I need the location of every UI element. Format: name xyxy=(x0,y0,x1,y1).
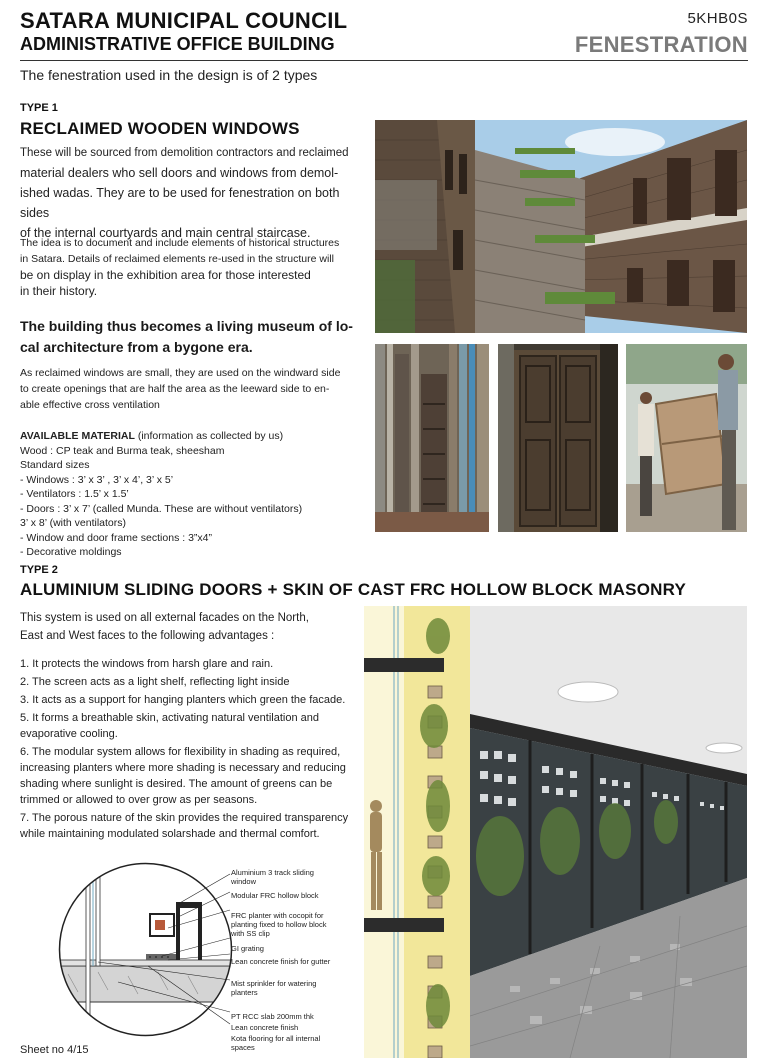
material-heading: AVAILABLE MATERIAL xyxy=(20,430,135,442)
detail-label: FRC planter with cocopit for planting fixed to hollow block with SS clip xyxy=(231,911,327,938)
text-line: be on display in the exhibition area for those interested xyxy=(20,268,311,282)
material-line: - Decorative moldings xyxy=(20,546,122,558)
window-detail-drawing xyxy=(58,862,233,1037)
text-line: material dealers who sell doors and windows from demol- xyxy=(20,166,339,180)
type1-paragraph-2 xyxy=(20,235,365,299)
material-line: - Ventilators : 1.5’ x 1.5’ xyxy=(20,488,129,500)
text-line: in Satara. Details of reclaimed elements re-used in the structure will xyxy=(20,253,334,265)
type2-title: ALUMINIUM SLIDING DOORS + SKIN OF CAST FRC HOLLOW BLOCK MASONRY xyxy=(20,580,686,599)
type1-paragraph-3 xyxy=(20,365,370,413)
list-item: 7. The porous nature of the skin provides the required transparency while maintaining modulated solarshade and thermal comfort. xyxy=(20,812,349,840)
wooden-door-photo xyxy=(498,344,618,532)
text-line: East and West faces to the following advantages : xyxy=(20,630,275,642)
detail-label: Modular FRC hollow block xyxy=(231,891,319,900)
material-heading-line xyxy=(20,429,370,444)
detail-label: Kota flooring for all internal spaces xyxy=(231,1034,321,1052)
detail-label: Aluminium 3 track sliding window xyxy=(231,868,314,886)
type1-paragraph-1 xyxy=(20,143,365,243)
material-line: - Window and door frame sections : 3”x4” xyxy=(20,531,212,544)
type1-title: RECLAIMED WOODEN WINDOWS xyxy=(20,119,300,138)
reclaimed-timber-photo xyxy=(375,344,489,532)
material-line: Standard sizes xyxy=(20,459,90,471)
project-code: 5KHB0S xyxy=(687,10,748,27)
type1-label: TYPE 1 xyxy=(20,102,58,114)
building-title: ADMINISTRATIVE OFFICE BUILDING xyxy=(20,34,335,54)
material-line: Wood : CP teak and Burma teak, sheesham xyxy=(20,444,225,457)
text-line: ished wadas. They are to be used for fenestration on both sides xyxy=(20,186,340,220)
list-item: 5. It forms a breathable skin, activating natural ventilation and evaporative cooling. xyxy=(20,712,320,740)
text-line: These will be sourced from demolition contractors and reclaimed xyxy=(20,147,349,159)
material-note: (information as collected by us) xyxy=(134,430,284,442)
sheet-title: FENESTRATION xyxy=(574,32,748,57)
sheet-number: Sheet no 4/15 xyxy=(20,1044,89,1056)
text-line: in their history. xyxy=(20,284,98,298)
workers-carrying-door-photo xyxy=(626,344,747,532)
detail-label: Lean concrete finish xyxy=(231,1023,299,1032)
project-title: SATARA MUNICIPAL COUNCIL xyxy=(20,8,348,33)
text-line: of the internal courtyards and main central staircase. xyxy=(20,226,311,240)
text-line: The building thus becomes a living museum of lo- xyxy=(20,318,353,334)
available-material xyxy=(20,429,370,560)
detail-label: GI grating xyxy=(231,944,264,953)
list-item: 6. The modular system allows for flexibility in shading as required, increasing planters where more shading is necessary and reducing shading where sunlight is desired. The amount of greens can be trimmed or allowed to over grow as per seasons. xyxy=(20,746,346,806)
text-line: cal architecture from a bygone era. xyxy=(20,339,253,355)
text-line: able effective cross ventilation xyxy=(20,399,160,411)
list-item: 3. It acts as a support for hanging planters which green the facade. xyxy=(20,694,346,706)
intro-text: The fenestration used in the design is of 2 types xyxy=(20,67,318,83)
detail-label: Mist sprinkler for watering planters xyxy=(231,979,317,997)
material-line: - Doors : 3’ x 7’ (called Munda. These are without ventilators) xyxy=(20,502,303,515)
list-item: 2. The screen acts as a light shelf, reflecting light inside xyxy=(20,676,290,688)
type2-intro xyxy=(20,609,355,645)
material-line: - Windows : 3’ x 3’ , 3’ x 4’, 3’ x 5’ xyxy=(20,473,174,486)
detail-label: Lean concrete finish for gutter xyxy=(231,957,331,966)
list-item: 1. It protects the windows from harsh glare and rain. xyxy=(20,658,274,670)
header-rule xyxy=(20,60,748,61)
material-line: 3’ x 8’ (with ventilators) xyxy=(20,517,127,529)
text-line: This system is used on all external facades on the North, xyxy=(20,612,309,624)
detail-label: PT RCC slab 200mm thk xyxy=(231,1012,314,1021)
text-line: As reclaimed windows are small, they are used on the windward side xyxy=(20,367,341,379)
type2-label: TYPE 2 xyxy=(20,564,58,576)
facade-section-drawing xyxy=(364,606,470,1058)
courtyard-render xyxy=(375,120,747,333)
text-line: The idea is to document and include elements of historical structures xyxy=(20,237,340,249)
type2-advantages-list xyxy=(20,656,355,844)
interior-screen-render xyxy=(470,606,747,1058)
text-line: to create openings that are half the area as the leeward side to en- xyxy=(20,383,330,395)
museum-quote xyxy=(20,316,370,358)
